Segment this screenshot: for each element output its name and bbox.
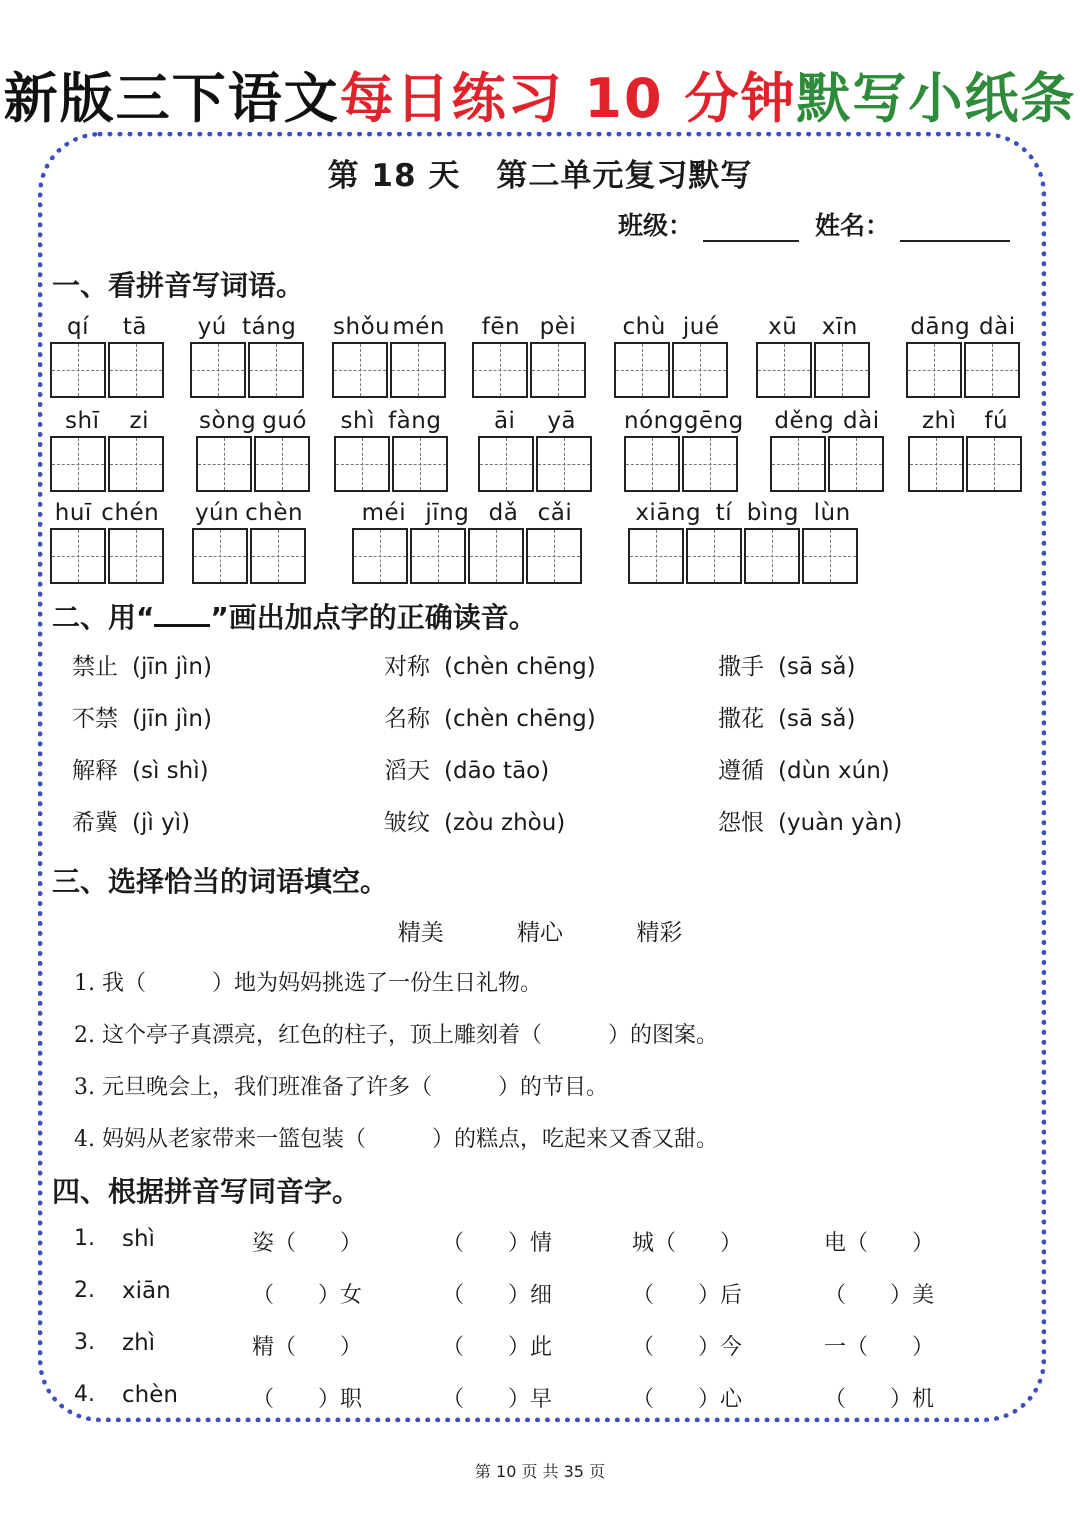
pinyin-prompt: xiān bbox=[122, 1278, 171, 1304]
pinyin-label bbox=[332, 312, 446, 342]
target-word: 禁止 bbox=[72, 654, 118, 680]
pinyin-syllable: jué bbox=[682, 314, 720, 340]
writing-box[interactable] bbox=[108, 528, 164, 584]
writing-box[interactable] bbox=[332, 342, 388, 398]
pinyin-syllable: dāng bbox=[910, 314, 971, 340]
pronunciation-item[interactable] bbox=[72, 752, 209, 785]
pinyin-label bbox=[472, 312, 586, 342]
writing-box[interactable] bbox=[672, 342, 728, 398]
page-footer: 第 10 页 共 35 页 bbox=[474, 1462, 606, 1481]
fill-sentence-4[interactable]: 4. 妈妈从老家带来一篮包装（ ）的糕点，吃起来又香又甜。 bbox=[74, 1127, 718, 1152]
homophone-blank[interactable]: （ ）心 bbox=[632, 1387, 743, 1412]
pinyin-word bbox=[472, 312, 586, 398]
pinyin-syllable: zhì bbox=[921, 408, 957, 434]
pinyin-syllable: zi bbox=[129, 408, 149, 434]
pinyin-syllable: chù bbox=[622, 314, 666, 340]
pinyin-word bbox=[50, 498, 164, 584]
writing-box[interactable] bbox=[526, 528, 582, 584]
pinyin-label bbox=[190, 312, 304, 342]
pinyin-label bbox=[196, 406, 310, 436]
reading-options[interactable]: (dāo tāo) bbox=[444, 758, 550, 784]
pronunciation-item[interactable] bbox=[718, 648, 855, 681]
homophone-blank[interactable]: （ ）今 bbox=[632, 1335, 743, 1360]
target-word: 撒花 bbox=[718, 706, 764, 732]
pinyin-syllable: qí bbox=[66, 314, 89, 340]
banner-part-2: 每日练习 10 分钟 bbox=[339, 67, 797, 130]
row-number: 2. bbox=[74, 1278, 95, 1303]
pronunciation-item[interactable] bbox=[72, 804, 190, 837]
pinyin-word bbox=[478, 406, 592, 492]
pinyin-word bbox=[614, 312, 728, 398]
pronunciation-item[interactable] bbox=[384, 804, 565, 837]
writing-box[interactable] bbox=[468, 528, 524, 584]
reading-options[interactable]: (sā sǎ) bbox=[778, 654, 856, 680]
fill-sentence-1[interactable]: 1. 我（ ）地为妈妈挑选了一份生日礼物。 bbox=[74, 971, 542, 996]
writing-box[interactable] bbox=[802, 528, 858, 584]
unit-title: 第二单元复习默写 bbox=[496, 158, 753, 194]
pronunciation-item[interactable] bbox=[384, 752, 549, 785]
writing-box[interactable] bbox=[334, 436, 390, 492]
reading-options[interactable]: (yuàn yàn) bbox=[778, 810, 903, 836]
homophone-blank[interactable]: （ ）早 bbox=[442, 1387, 553, 1412]
pinyin-syllable: méi bbox=[361, 500, 407, 526]
pinyin-syllable: jīng bbox=[425, 500, 470, 526]
pronunciation-item[interactable] bbox=[718, 804, 902, 837]
pinyin-prompt: chèn bbox=[122, 1382, 178, 1408]
writing-box[interactable] bbox=[192, 528, 248, 584]
writing-box[interactable] bbox=[682, 436, 738, 492]
choice-word: 精彩 bbox=[636, 920, 683, 946]
section-4-title: 四、根据拼音写同音字。 bbox=[52, 1175, 361, 1208]
target-word: 对称 bbox=[384, 654, 430, 680]
homophone-blank[interactable]: 姿（ ） bbox=[252, 1231, 363, 1256]
writing-box[interactable] bbox=[814, 342, 870, 398]
homophone-blank[interactable]: （ ）女 bbox=[252, 1283, 363, 1308]
pinyin-word bbox=[906, 312, 1020, 398]
target-word: 遵循 bbox=[718, 758, 764, 784]
target-word: 不禁 bbox=[72, 706, 118, 732]
writing-box[interactable] bbox=[352, 528, 408, 584]
writing-box[interactable] bbox=[906, 342, 962, 398]
pinyin-word bbox=[190, 312, 304, 398]
writing-box[interactable] bbox=[908, 436, 964, 492]
pinyin-syllable: bìng bbox=[746, 500, 799, 526]
pinyin-word bbox=[334, 406, 448, 492]
writing-box[interactable] bbox=[410, 528, 466, 584]
pinyin-syllable: guó bbox=[262, 408, 307, 434]
writing-box[interactable] bbox=[966, 436, 1022, 492]
pinyin-word bbox=[196, 406, 310, 492]
pinyin-label bbox=[192, 498, 306, 528]
pinyin-label bbox=[50, 498, 164, 528]
homophone-blank[interactable]: （ ）机 bbox=[824, 1387, 935, 1412]
underline-sample bbox=[154, 607, 210, 627]
pinyin-prompt: shì bbox=[122, 1226, 155, 1252]
pinyin-word bbox=[770, 406, 884, 492]
pronunciation-item[interactable] bbox=[718, 700, 855, 733]
pinyin-syllable: nóng bbox=[624, 408, 684, 434]
reading-options[interactable]: (sā sǎ) bbox=[778, 706, 856, 732]
pinyin-word bbox=[624, 406, 744, 492]
writing-box[interactable] bbox=[756, 342, 812, 398]
reading-options[interactable]: (jì yì) bbox=[132, 810, 191, 836]
pinyin-label bbox=[624, 406, 744, 436]
writing-box[interactable] bbox=[248, 342, 304, 398]
target-word: 解释 bbox=[72, 758, 118, 784]
pinyin-syllable: xiāng bbox=[635, 500, 702, 526]
writing-box[interactable] bbox=[478, 436, 534, 492]
day-label: 第 18 天 bbox=[327, 158, 461, 194]
target-word: 怨恨 bbox=[718, 810, 764, 836]
name-blank[interactable] bbox=[900, 216, 1010, 242]
writing-box[interactable] bbox=[50, 528, 106, 584]
pinyin-syllable: chén bbox=[101, 500, 160, 526]
pinyin-syllable: yún bbox=[194, 500, 240, 526]
writing-box[interactable] bbox=[828, 436, 884, 492]
writing-box[interactable] bbox=[614, 342, 670, 398]
choice-word: 精美 bbox=[397, 920, 444, 946]
pinyin-syllable: shì bbox=[340, 408, 375, 434]
pinyin-label bbox=[770, 406, 884, 436]
pinyin-word bbox=[908, 406, 1022, 492]
pinyin-syllable: fàng bbox=[388, 408, 442, 434]
pinyin-label bbox=[628, 498, 858, 528]
writing-box[interactable] bbox=[254, 436, 310, 492]
target-word: 名称 bbox=[384, 706, 430, 732]
pinyin-syllable: shǒu bbox=[333, 314, 391, 340]
homophone-blank[interactable]: （ ）后 bbox=[632, 1283, 743, 1308]
reading-options[interactable]: (zòu zhòu) bbox=[444, 810, 566, 836]
writing-box[interactable] bbox=[744, 528, 800, 584]
section-1-title: 一、看拼音写词语。 bbox=[52, 269, 305, 302]
writing-box[interactable] bbox=[964, 342, 1020, 398]
pinyin-syllable: yā bbox=[547, 408, 577, 434]
pinyin-syllable: huī bbox=[54, 500, 92, 526]
pinyin-word bbox=[628, 498, 858, 584]
pinyin-syllable: fēn bbox=[481, 314, 521, 340]
target-word: 撒手 bbox=[718, 654, 764, 680]
pinyin-label bbox=[906, 312, 1020, 342]
pronunciation-item[interactable] bbox=[72, 648, 212, 681]
pinyin-label bbox=[352, 498, 582, 528]
homophone-blank[interactable]: （ ）此 bbox=[442, 1335, 553, 1360]
reading-options[interactable]: (sì shì) bbox=[132, 758, 209, 784]
banner-part-1: 新版三下语文 bbox=[3, 67, 340, 130]
writing-box[interactable] bbox=[196, 436, 252, 492]
pinyin-syllable: tā bbox=[122, 314, 148, 340]
writing-box[interactable] bbox=[190, 342, 246, 398]
writing-box[interactable] bbox=[472, 342, 528, 398]
pinyin-word bbox=[50, 312, 164, 398]
pinyin-syllable: mén bbox=[392, 314, 445, 340]
row-number: 4. bbox=[74, 1382, 95, 1407]
pinyin-syllable: sòng bbox=[199, 408, 257, 434]
reading-options[interactable]: (chèn chēng) bbox=[444, 654, 596, 680]
pinyin-syllable: yú bbox=[197, 314, 227, 340]
pinyin-syllable: táng bbox=[242, 314, 297, 340]
writing-box[interactable] bbox=[50, 342, 106, 398]
section-2-title-start: 二、用“ bbox=[52, 601, 155, 634]
section-2-title bbox=[52, 596, 537, 636]
pinyin-syllable: děng bbox=[774, 408, 835, 434]
writing-box[interactable] bbox=[770, 436, 826, 492]
pinyin-syllable: xīn bbox=[821, 314, 858, 340]
row-number: 1. bbox=[74, 1226, 95, 1251]
pinyin-word bbox=[756, 312, 870, 398]
pinyin-label bbox=[614, 312, 728, 342]
pinyin-syllable: fú bbox=[984, 408, 1009, 434]
reading-options[interactable]: (jīn jìn) bbox=[132, 706, 212, 732]
name-label: 姓名： bbox=[814, 211, 890, 240]
writing-box[interactable] bbox=[686, 528, 742, 584]
writing-box[interactable] bbox=[392, 436, 448, 492]
page-banner bbox=[0, 56, 1080, 133]
pinyin-label bbox=[334, 406, 448, 436]
target-word: 皱纹 bbox=[384, 810, 430, 836]
pinyin-syllable: cǎi bbox=[537, 500, 573, 526]
page-title bbox=[0, 150, 1080, 195]
writing-box[interactable] bbox=[50, 436, 106, 492]
homophone-blank[interactable]: 电（ ） bbox=[824, 1231, 935, 1256]
homophone-blank[interactable]: （ ）美 bbox=[824, 1283, 935, 1308]
reading-options[interactable]: (chèn chēng) bbox=[444, 706, 596, 732]
section-3-title: 三、选择恰当的词语填空。 bbox=[52, 865, 389, 898]
pinyin-label bbox=[50, 312, 164, 342]
homophone-blank[interactable]: （ ）细 bbox=[442, 1283, 553, 1308]
homophone-blank[interactable]: 城（ ） bbox=[632, 1231, 743, 1256]
word-choices bbox=[0, 914, 1080, 947]
section-2-title-end: ”画出加点字的正确读音。 bbox=[210, 601, 537, 634]
fill-sentence-2[interactable]: 2. 这个亭子真漂亮，红色的柱子，顶上雕刻着（ ）的图案。 bbox=[74, 1023, 718, 1048]
pinyin-syllable: pèi bbox=[539, 314, 577, 340]
pinyin-label bbox=[50, 406, 164, 436]
row-number: 3. bbox=[74, 1330, 95, 1355]
pinyin-word bbox=[50, 406, 164, 492]
writing-box[interactable] bbox=[536, 436, 592, 492]
target-word: 希冀 bbox=[72, 810, 118, 836]
choice-word: 精心 bbox=[517, 920, 563, 946]
writing-box[interactable] bbox=[250, 528, 306, 584]
pinyin-word bbox=[192, 498, 306, 584]
writing-box[interactable] bbox=[390, 342, 446, 398]
pronunciation-item[interactable] bbox=[72, 700, 212, 733]
pinyin-word bbox=[332, 312, 446, 398]
pinyin-syllable: dài bbox=[843, 408, 880, 434]
homophone-blank[interactable]: 一（ ） bbox=[824, 1335, 935, 1360]
fill-sentence-3[interactable]: 3. 元旦晚会上，我们班准备了许多（ ）的节目。 bbox=[74, 1075, 608, 1100]
name-class-bar bbox=[618, 206, 1010, 242]
writing-box[interactable] bbox=[108, 436, 164, 492]
banner-part-3: 默写小纸条 bbox=[796, 67, 1077, 130]
writing-box[interactable] bbox=[624, 436, 680, 492]
pinyin-label bbox=[478, 406, 592, 436]
reading-options[interactable]: (dùn xún) bbox=[778, 758, 890, 784]
pinyin-syllable: tí bbox=[715, 500, 733, 526]
homophone-blank[interactable]: （ ）职 bbox=[252, 1387, 363, 1412]
pronunciation-item[interactable] bbox=[718, 752, 890, 785]
pinyin-syllable: chèn bbox=[245, 500, 304, 526]
pinyin-label bbox=[756, 312, 870, 342]
reading-options[interactable]: (jīn jìn) bbox=[132, 654, 212, 680]
homophone-blank[interactable]: 精（ ） bbox=[252, 1335, 363, 1360]
pinyin-syllable: shī bbox=[65, 408, 100, 434]
pinyin-label bbox=[908, 406, 1022, 436]
class-label: 班级： bbox=[617, 211, 693, 240]
pinyin-syllable: xū bbox=[768, 314, 798, 340]
pinyin-syllable: lùn bbox=[813, 500, 851, 526]
pronunciation-item[interactable] bbox=[384, 700, 596, 733]
pinyin-prompt: zhì bbox=[122, 1330, 156, 1356]
pinyin-syllable: gēng bbox=[683, 408, 744, 434]
pronunciation-item[interactable] bbox=[384, 648, 596, 681]
pinyin-syllable: āi bbox=[493, 408, 516, 434]
writing-box[interactable] bbox=[108, 342, 164, 398]
homophone-blank[interactable]: （ ）情 bbox=[442, 1231, 553, 1256]
pinyin-word bbox=[352, 498, 582, 584]
pinyin-syllable: dǎ bbox=[488, 500, 519, 526]
target-word: 滔天 bbox=[384, 758, 430, 784]
writing-box[interactable] bbox=[628, 528, 684, 584]
pinyin-syllable: dài bbox=[979, 314, 1016, 340]
class-blank[interactable] bbox=[703, 216, 799, 242]
writing-box[interactable] bbox=[530, 342, 586, 398]
